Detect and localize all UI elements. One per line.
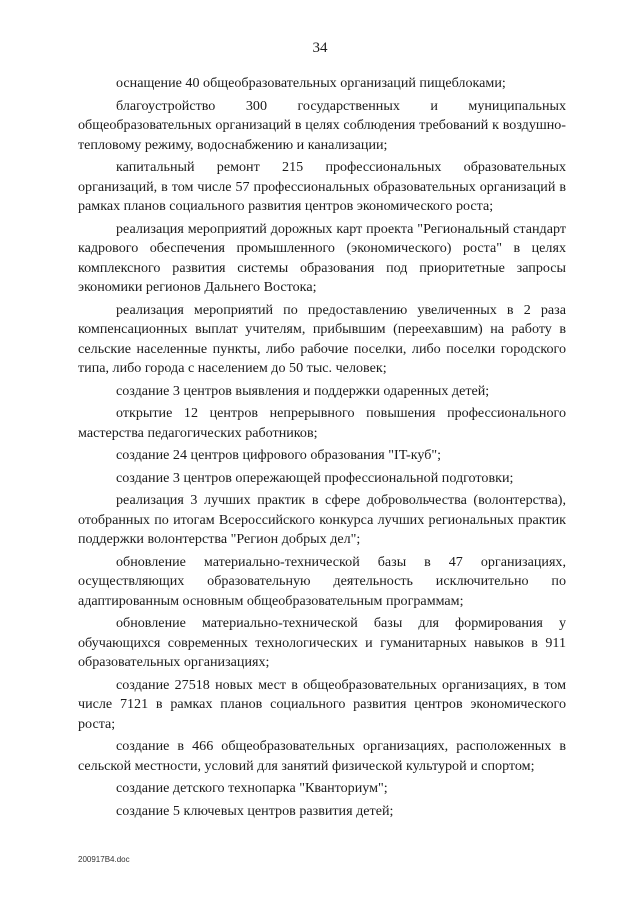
- document-body: [78, 74, 566, 824]
- list-item: обновление материально-технической базы для формирования у обучающихся современных технологических и гуманитарных навыков в 911 образовательных организациях;: [78, 615, 566, 670]
- list-item: создание в 466 общеобразовательных организациях, расположенных в сельской местности, условий для занятий физической культурой и спортом;: [78, 738, 566, 774]
- list-item: обновление материально-технической базы в 47 организациях, осуществляющих образовательную деятельность исключительно по адаптированным основным общеобразовательным программам;: [78, 553, 566, 609]
- list-item: создание 3 центров выявления и поддержки одаренных детей;: [116, 382, 490, 399]
- list-item: реализация мероприятий дорожных карт проекта "Региональный стандарт кадрового обеспечения промышленного (экономического) роста" в целях комплексного развития системы образования под приоритетные запросы экономики регионов Дальнего Востока;: [78, 220, 566, 295]
- list-item: реализация мероприятий по предоставлению увеличенных в 2 раза компенсационных выплат учителям, прибывшим (переехавшим) на работу в сельские населенные пункты, либо рабочие поселки, либо поселки городского типа, либо города с населением до 50 тыс. человек;: [78, 301, 566, 376]
- list-item: создание 24 центров цифрового образования "IT-куб";: [116, 447, 442, 463]
- list-item: открытие 12 центров непрерывного повышения профессионального мастерства педагогических работников;: [78, 405, 566, 441]
- list-item: реализация 3 лучших практик в сфере добровольчества (волонтерства), отобранных по итогам Всероссийского конкурса лучших региональных практик поддержки волонтерства "Регион добрых дел";: [78, 492, 566, 547]
- list-item: создание 27518 новых мест в общеобразовательных организациях, в том числе 7121 в рамках планов социального развития центров экономического роста;: [78, 676, 566, 732]
- page-number: 34: [312, 40, 328, 56]
- list-item: создание 5 ключевых центров развития детей;: [116, 802, 394, 819]
- list-item: благоустройство 300 государственных и муниципальных общеобразовательных организаций в целях соблюдения требований к воздушно-тепловому режиму, водоснабжению и канализации;: [78, 97, 566, 153]
- list-item: оснащение 40 общеобразовательных организаций пищеблоками;: [116, 75, 506, 91]
- footer-filename: 200917В4.doc: [78, 855, 130, 864]
- list-item: создание детского технопарка "Кванториум";: [116, 780, 388, 796]
- list-item: капитальный ремонт 215 профессиональных образовательных организаций, в том числе 57 профессиональных образовательных организаций в рамках планов социального развития центров экономического роста;: [78, 159, 566, 214]
- list-item: создание 3 центров опережающей профессиональной подготовки;: [116, 469, 514, 486]
